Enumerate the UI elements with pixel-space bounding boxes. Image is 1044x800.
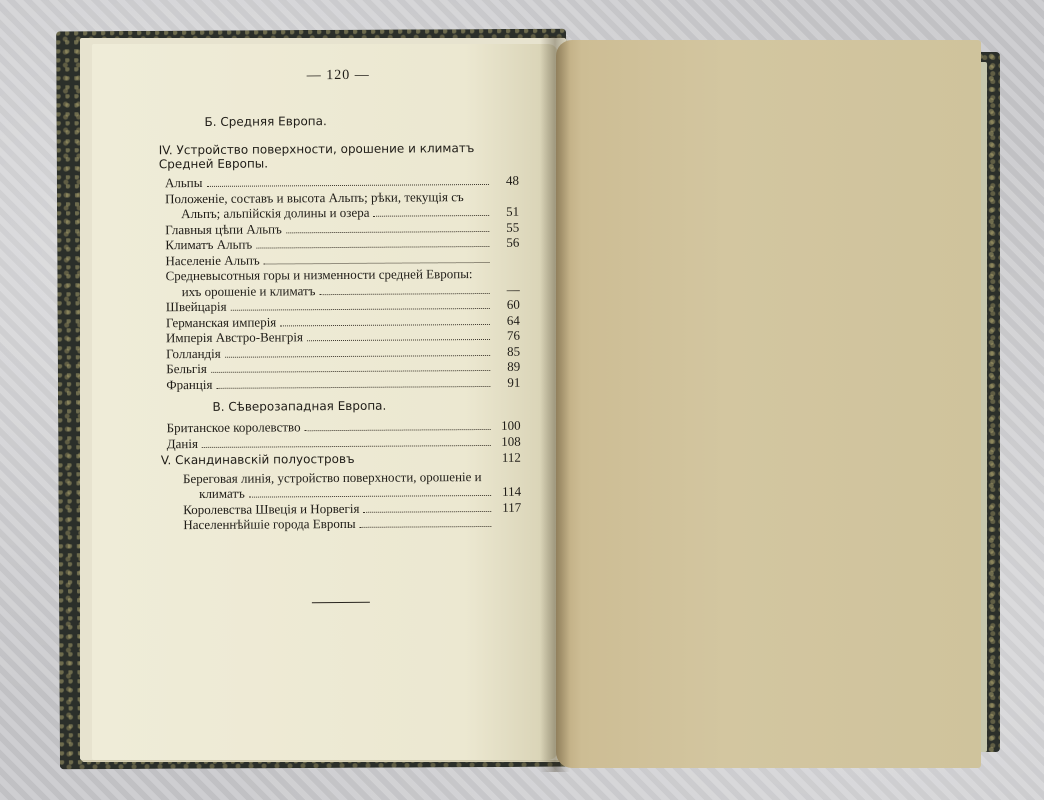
toc-entry-label: Франція	[166, 376, 213, 392]
blank-right-page[interactable]	[556, 40, 981, 768]
dot-leader	[319, 292, 489, 294]
toc-entry-page: 55	[506, 219, 520, 235]
toc-entry-page: 60	[506, 296, 520, 312]
toc-entry-line: Береговая линія, устройство поверхности, орошеніе и	[182, 468, 482, 486]
section-heading-v-page: 112	[501, 449, 521, 465]
book-gutter-shadow	[540, 36, 570, 772]
toc-entry-label: Населеннѣйшіе города Европы	[183, 515, 356, 533]
toc-entry-page: 64	[506, 312, 520, 328]
toc-entry-page: 89	[507, 358, 521, 374]
toc-entry-page: 56	[506, 234, 520, 250]
toc-entry-label: Главныя цѣпи Альпъ	[165, 220, 282, 237]
dot-leader	[305, 429, 491, 431]
heading-spacer	[359, 461, 491, 463]
toc-entry-page: 108	[501, 433, 521, 449]
dot-leader	[286, 230, 489, 232]
toc-entry-label: климатъ	[199, 485, 245, 501]
section-heading-b: Б. Средняя Европа.	[204, 114, 327, 129]
toc-entry-label: Имперія Австро-Венгрія	[165, 329, 303, 346]
toc-entry-label: ихъ орошеніе и климатъ	[181, 282, 316, 299]
dot-leader	[280, 323, 490, 325]
toc-entry-page: 48	[505, 172, 519, 188]
dot-leader	[373, 215, 489, 217]
toc-entry	[161, 515, 521, 533]
dot-leader	[231, 308, 490, 311]
toc-entry-label: Голландія	[166, 345, 221, 361]
table-of-contents	[158, 67, 522, 604]
toc-entry-page: 76	[506, 327, 521, 343]
dot-leader	[256, 246, 489, 249]
toc-entry-label: Альпы	[164, 174, 203, 191]
toc-entry-line: Средневысотныя горы и низменности средней Европы:	[165, 266, 473, 284]
dot-leader	[211, 370, 490, 373]
toc-entry-label: Бельгія	[166, 360, 207, 377]
toc-entry	[160, 374, 520, 392]
dot-leader	[307, 339, 490, 341]
page-number: — 120 —	[306, 67, 370, 84]
dot-leader	[225, 354, 490, 357]
toc-entry-label: Климатъ Альпъ	[165, 236, 253, 253]
toc-entry-label: Альпъ; альпійскія долины и озера	[181, 204, 370, 222]
dot-leader	[363, 510, 491, 512]
toc-entry-page: 91	[507, 374, 521, 390]
section-heading-iv: IV. Устройство поверхности, орошение и климатъ Средней Европы.	[158, 141, 475, 172]
section-heading-v-row	[161, 449, 521, 471]
section-heading-v: V. Скандинавскій полуостровъ	[160, 451, 355, 468]
toc-entry-label: Германская имперія	[165, 313, 277, 330]
dot-leader	[202, 444, 491, 447]
toc-entry-page: 114	[502, 483, 522, 499]
toc-entry-label: Британское королевство	[166, 419, 301, 436]
section-heading-c: В. Сѣверозападная Европа.	[212, 398, 387, 414]
toc-entry-page: 117	[502, 499, 522, 515]
toc-entry-page: —	[506, 281, 520, 297]
toc-entry-label: Королевства Швеція и Норвегія	[183, 500, 360, 517]
dot-leader	[206, 184, 489, 187]
toc-entry-label: Населеніе Альпъ	[165, 252, 260, 268]
toc-entry-line: Положеніе, составъ и высота Альпъ; рѣки, текущія съ	[164, 188, 464, 206]
toc-entry-label: Швейцарія	[165, 298, 227, 315]
dot-leader	[360, 526, 492, 528]
dot-leader	[216, 385, 490, 388]
toc-entry-label: Данія	[166, 435, 198, 451]
dot-leader	[249, 495, 491, 498]
toc-entry-page: 85	[507, 343, 521, 359]
dot-leader	[264, 261, 490, 264]
toc-entry-page: 100	[501, 417, 521, 433]
toc-entry-page: 51	[506, 203, 520, 219]
